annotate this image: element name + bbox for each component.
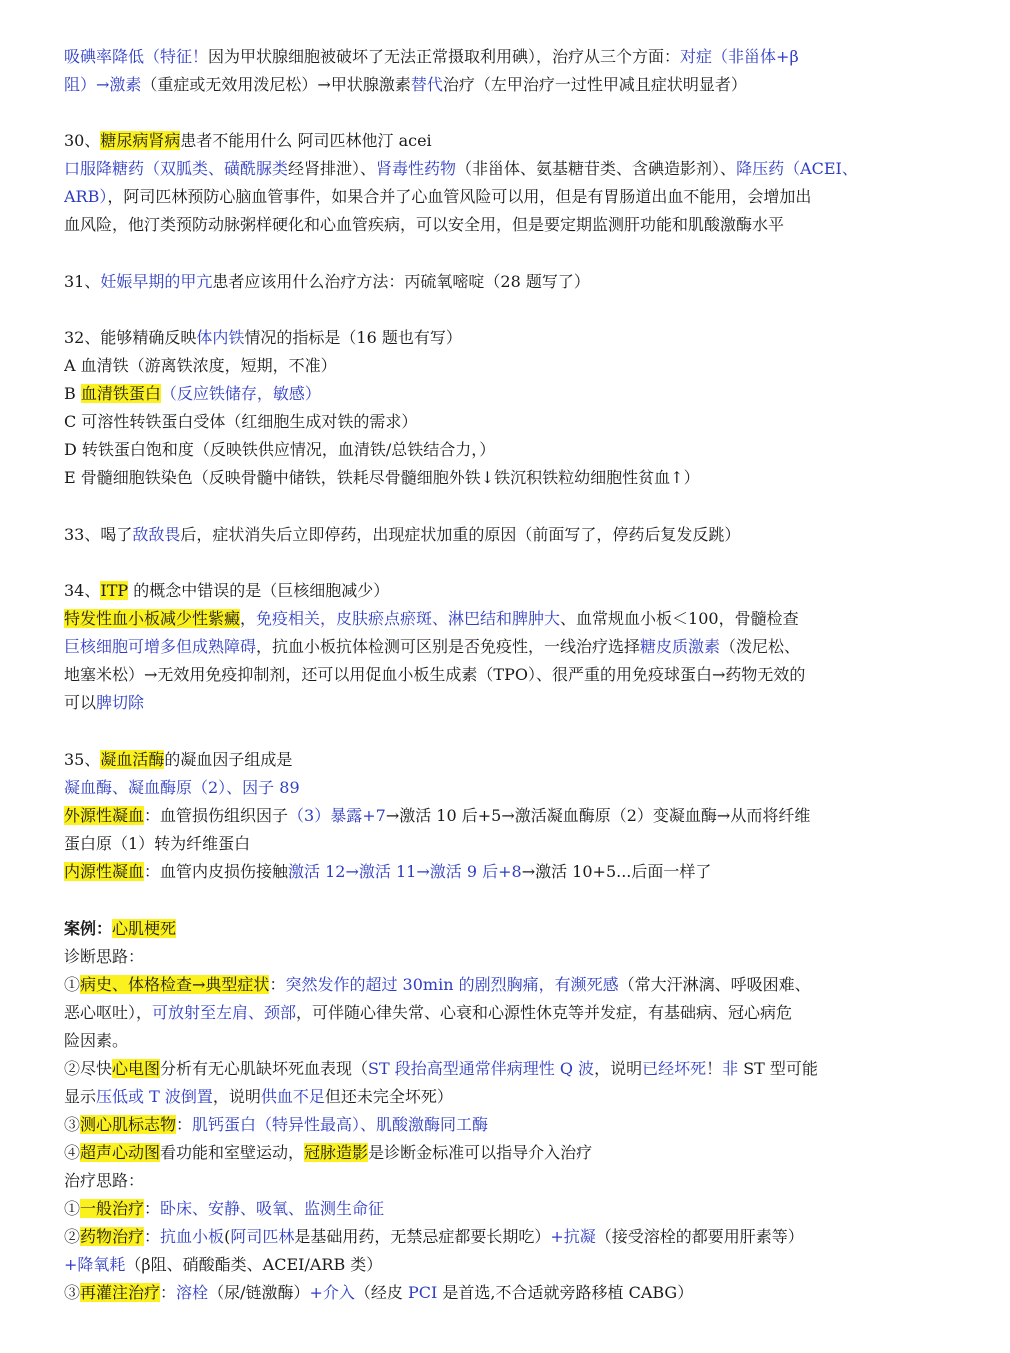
highlighted-text: 测心肌标志物 [80,1115,177,1134]
text-run: ：血管内皮损伤接触 [144,862,289,881]
text-run: ： [269,975,286,994]
text-run: ，说明 [594,1059,643,1078]
text-run: 的概念中错误的是（巨核细胞减少） [128,581,390,600]
text-line [64,1055,954,1083]
blue-text: 凝血酶、凝血酶原（2）、因子 89 [64,778,300,797]
text-line [64,633,954,661]
blue-text: 激活 12→激活 11→激活 9 后+8 [288,862,522,881]
text-run: ，抗血小板抗体检测可区别是否免疫性，一线治疗选择 [256,637,641,656]
blue-text: 吸碘率降低（特征！ [64,47,209,66]
text-line [64,802,954,830]
text-run: 看功能和室壁运动， [160,1143,305,1162]
blue-text: PCI [407,1283,438,1302]
blue-text: （3）暴露+7 [288,806,386,825]
text-run: ： [176,1115,193,1134]
highlighted-text: 外源性凝血 [64,806,145,825]
text-run: （常大汗淋漓、呼吸困难、 [618,975,811,994]
text-run: 可以 [64,693,97,712]
text-run: ②尽快 [64,1059,113,1078]
text-run: ，说明 [212,1087,261,1106]
text-line [64,689,954,717]
text-run: 险因素。 [64,1031,129,1050]
text-run: ③ [64,1283,81,1302]
highlighted-text: 血清铁蛋白 [80,384,161,403]
text-run: →激活 10+5...后面一样了 [521,862,712,881]
blue-text: 免疫相关，皮肤瘀点瘀斑、淋巴结和脾肿大 [256,609,561,628]
text-run: ② [64,1227,81,1246]
text-run: ( [224,1227,231,1246]
text-run: （经皮 [354,1283,408,1302]
text-run: ① [64,975,81,994]
text-line [64,521,954,549]
blue-text: ARB） [64,187,108,206]
highlighted-text: 内源性凝血 [64,862,145,881]
text-run: C 可溶性转铁蛋白受体（红细胞生成对铁的需求） [64,412,418,431]
text-line [64,1223,954,1251]
text-line [64,774,954,802]
text-line [64,1139,954,1167]
blue-text: （反应铁储存，敏感） [160,384,321,403]
text-run: 34、 [64,581,101,600]
text-run: ③ [64,1115,81,1134]
blue-text: 脾切除 [96,693,145,712]
text-run: ① [64,1199,81,1218]
highlighted-text: 心肌梗死 [112,919,177,938]
text-line [64,971,954,999]
blue-text: 非 [722,1059,739,1078]
blue-text: 口服降糖药（双胍类、磺酰脲类 [64,159,289,178]
text-run: ：血管损伤组织因子 [144,806,289,825]
blue-text: 阿司匹林 [230,1227,295,1246]
text-line [64,436,954,464]
highlighted-text: 一般治疗 [80,1199,145,1218]
text-run: ： [144,1199,161,1218]
text-line [64,746,954,774]
blue-text: 敌敌畏 [132,525,181,544]
blue-text: ST 段抬高型通常伴病理性 Q 波 [368,1059,595,1078]
text-line [64,830,954,858]
text-run: ！ [706,1059,723,1078]
text-line [64,915,954,943]
highlighted-text: 再灌注治疗 [80,1283,161,1302]
text-run: 患者应该用什么治疗方法：丙硫氧嘧啶（28 题写了） [212,272,590,291]
text-line [64,1027,954,1055]
text-run: ， [240,609,257,628]
text-line [64,71,954,99]
text-run: 分析有无心肌缺坏死血表现（ [160,1059,369,1078]
text-run: 是诊断金标准可以指导介入治疗 [368,1143,593,1162]
text-line [64,1251,954,1279]
text-run: 31、 [64,272,101,291]
text-run: （接受溶栓的都要用肝素等） [595,1227,804,1246]
text-line [64,268,954,296]
text-line [64,324,954,352]
text-run: A 血清铁（游离铁浓度，短期，不准） [64,356,337,375]
text-run: 、血常规血小板＜100，骨髓检查 [560,609,799,628]
text-run: 经肾排泄）、 [288,159,377,178]
blue-text: 溶栓 [176,1283,209,1302]
text-line [64,858,954,886]
text-run: 显示 [64,1087,97,1106]
text-line [64,605,954,633]
text-line [64,999,954,1027]
text-run: ，阿司匹林预防心脑血管事件，如果合并了心血管风险可以用，但是有胃肠道出血不能用，会增加出 [107,187,812,206]
blue-text: 突然发作的超过 30min 的剧烈胸痛，有濒死感 [285,975,619,994]
text-run: （非甾体、氨基糖苷类、含碘造影剂）、 [456,159,737,178]
blue-text: 巨核细胞可增多但成熟障碍 [64,637,257,656]
text-line [64,155,954,183]
text-line [64,1279,954,1307]
text-line [64,352,954,380]
text-line [64,464,954,492]
text-run: 蛋白原（1）转为纤维蛋白 [64,834,251,853]
text-run: D 转铁蛋白饱和度（反映铁供应情况，血清铁/总铁结合力，） [64,440,496,459]
text-run: →激活 10 后+5→激活凝血酶原（2）变凝血酶→从而将纤维 [385,806,811,825]
text-run: 33、喝了 [64,525,133,544]
highlighted-text: 心电图 [112,1059,161,1078]
text-run: B [64,384,81,403]
highlighted-text: 特发性血小板减少性紫癜 [64,609,241,628]
text-run: 治疗（左甲治疗一过性甲减且症状明显者） [442,75,747,94]
text-line [64,943,954,971]
text-run: ，可伴随心律失常、心衰和心源性休克等并发症，有基础病、冠心病危 [296,1003,793,1022]
text-line [64,43,954,71]
blue-text: 可放射至左肩、颈部 [152,1003,297,1022]
highlighted-text: 病史、体格检查→典型症状 [80,975,270,994]
text-run: 诊断思路： [64,947,145,966]
text-run: E 骨髓细胞铁染色（反映骨髓中储铁，铁耗尽骨髓细胞外铁↓铁沉积铁粒幼细胞性贫血↑） [64,468,700,487]
text-run: 后，症状消失后立即停药，出现症状加重的原因（前面写了，停药后复发反跳） [180,525,741,544]
text-line [64,1195,954,1223]
blue-text: 体内铁 [196,328,245,347]
text-run: 情况的指标是（16 题也有写） [244,328,462,347]
text-run: 的凝血因子组成是 [164,750,293,769]
blue-text: 降压药（ACEI、 [736,159,858,178]
text-run: 患者不能用什么 阿司匹林他汀 acei [180,131,432,150]
highlighted-text: 凝血活酶 [100,750,165,769]
text-line [64,380,954,408]
text-run: （尿/链激酶） [208,1283,310,1302]
text-run: 恶心呕吐）， [64,1003,153,1022]
text-line [64,211,954,239]
text-run: 是首选,不合适就旁路移植 CABG） [437,1283,694,1302]
text-run: ST 型可能 [738,1059,818,1078]
blue-text: 抗血小板 [160,1227,225,1246]
text-line [64,183,954,211]
blue-text: 替代 [410,75,443,94]
blue-text: 妊娠早期的甲亢 [100,272,213,291]
blue-text: 糖皮质激素 [640,637,721,656]
text-run: 治疗思路： [64,1171,145,1190]
text-run: （β阻、硝酸酯类、ACEI/ARB 类） [125,1255,383,1274]
text-line [64,1083,954,1111]
highlighted-text: 糖尿病肾病 [100,131,181,150]
text-run: 地塞米松）→无效用免疫抑制剂，还可以用促血小板生成素（TPO）、很严重的用免疫球蛋白→药物无效的 [64,665,806,684]
text-line [64,408,954,436]
text-run: 但还未完全坏死） [324,1087,453,1106]
text-line [64,1111,954,1139]
text-line [64,127,954,155]
blue-text: 压低或 T 波倒置 [96,1087,213,1106]
blue-text: 卧床、安静、吸氧、监测生命征 [160,1199,385,1218]
blue-text: +介入 [309,1283,355,1302]
blue-text: 肌钙蛋白（特异性最高）、肌酸激酶同工酶 [192,1115,489,1134]
blue-text: 肾毒性药物 [376,159,457,178]
text-run: 血风险，他汀类预防动脉粥样硬化和心血管疾病，可以安全用，但是要定期监测肝功能和肌酸激酶水平 [64,215,785,234]
text-run: 案例： [64,919,113,938]
highlighted-text: 药物治疗 [80,1227,145,1246]
text-line [64,577,954,605]
text-run: ： [160,1283,177,1302]
blue-text: 对症（非甾体+β [680,47,799,66]
text-run: （重症或无效用泼尼松）→甲状腺激素 [141,75,411,94]
text-run: ： [144,1227,161,1246]
text-line [64,1167,954,1195]
blue-text: +抗凝 [550,1227,596,1246]
text-run: 32、能够精确反映 [64,328,197,347]
highlighted-text: 冠脉造影 [304,1143,369,1162]
highlighted-text: ITP [100,581,129,600]
text-run: 是基础用药，无禁忌症都要长期吃） [294,1227,551,1246]
blue-text: 已经坏死 [642,1059,707,1078]
blue-text: 阻）→激素 [64,75,142,94]
text-run: ④ [64,1143,81,1162]
blue-text: +降氧耗 [64,1255,126,1274]
blue-text: 供血不足 [260,1087,325,1106]
highlighted-text: 超声心动图 [80,1143,161,1162]
text-run: 30、 [64,131,101,150]
text-run: 35、 [64,750,101,769]
text-run: （泼尼松、 [720,637,801,656]
text-line [64,661,954,689]
text-run: 因为甲状腺细胞被破坏了无法正常摄取利用碘），治疗从三个方面： [208,47,681,66]
